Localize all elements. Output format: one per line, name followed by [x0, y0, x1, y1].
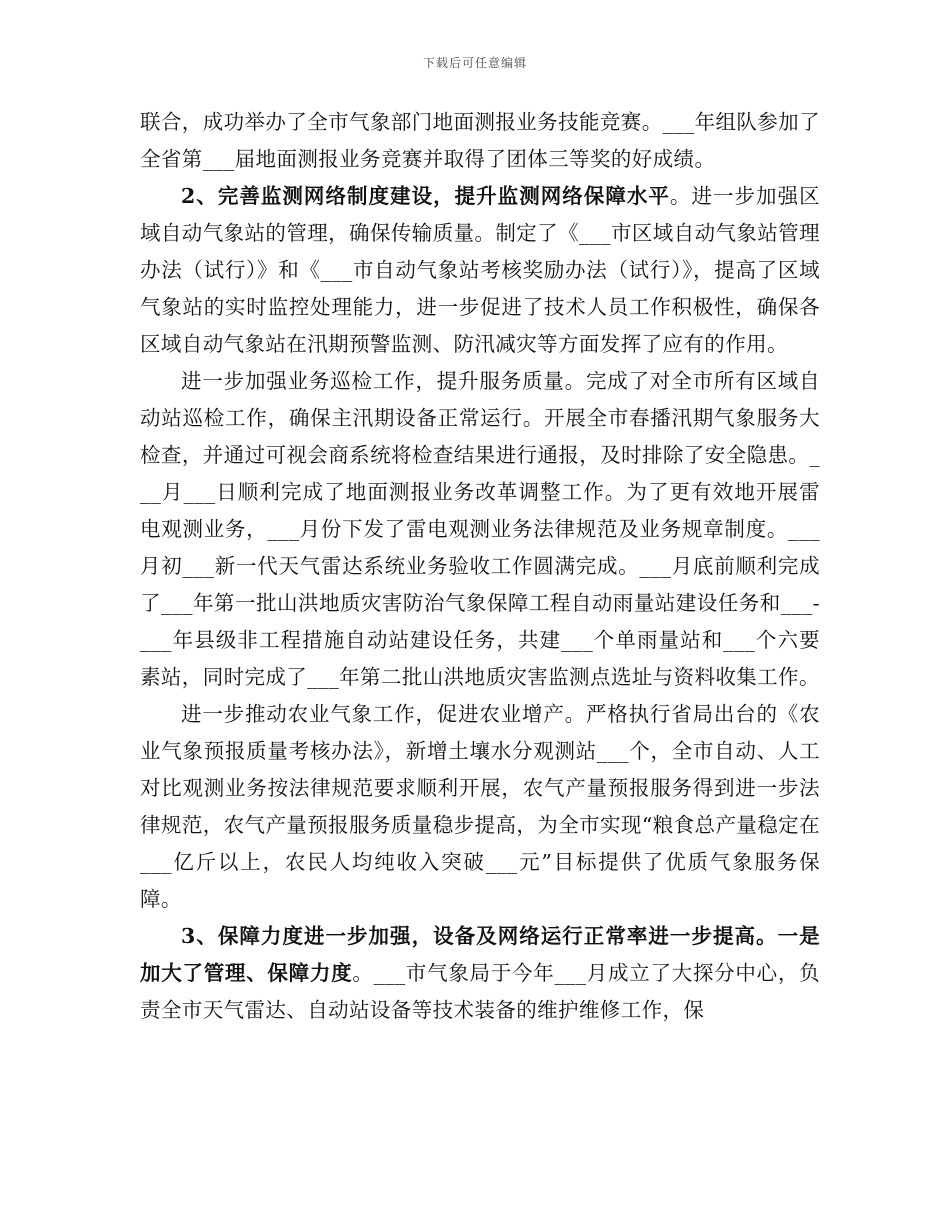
- paragraph-3: [140, 363, 820, 696]
- page-header: 下载后可任意编辑: [422, 56, 527, 70]
- paragraph-4: [140, 696, 820, 918]
- paragraph-2: [140, 178, 820, 363]
- paragraph-5-heading: 3、保障力度进一步加强，设备及网络运行正常率进一步提高。一是加大了管理、保障力度: [140, 924, 820, 985]
- paragraph-5: [140, 918, 820, 1029]
- document-body: [140, 104, 820, 1029]
- paragraph-1-text: 联合，成功举办了全市气象部门地面测报业务技能竞赛。___年组队参加了全省第___届地面测报业务竞赛并取得了团体三等奖的好成绩。: [140, 110, 820, 171]
- paragraph-3-text: 进一步加强业务巡检工作，提升服务质量。完成了对全市所有区域自动站巡检工作，确保主汛期设备正常运行。开展全市春播汛期气象服务大检查，并通过可视会商系统将检查结果进行通报，及时排除了安全隐患。___月___日顺利完成了地面测报业务改革调整工作。为了更有效地开展雷电观测业务，___月份下发了雷电观测业务法律规范及业务规章制度。___月初___新一代天气雷达系统业务验收工作圆满完成。___月底前顺利完成了___年第一批山洪地质灾害防治气象保障工程自动雨量站建设任务和___-___年县级非工程措施自动站建设任务，共建___个单雨量站和___个六要素站，同时完成了___年第二批山洪地质灾害监测点选址与资料收集工作。: [140, 369, 820, 689]
- paragraph-5-text: 。___市气象局于今年___月成立了大探分中心，负责全市天气雷达、自动站设备等技术装备的维护维修工作，保: [140, 961, 821, 1022]
- paragraph-2-heading: 2、完善监测网络制度建设，提升监测网络保障水平: [181, 184, 670, 208]
- paragraph-2-text: 。进一步加强区域自动气象站的管理，确保传输质量。制定了《___市区域自动气象站管理办法（试行）》和《___市自动气象站考核奖励办法（试行）》，提高了区域气象站的实时监控处理能力，进一步促进了技术人员工作积极性，确保各区域自动气象站在汛期预警监测、防汛减灾等方面发挥了应有的作用。: [140, 184, 820, 356]
- paragraph-1: [140, 104, 820, 178]
- paragraph-4-text: 进一步推动农业气象工作，促进农业增产。严格执行省局出台的《农业气象预报质量考核办法》，新增土壤水分观测站___个，全市自动、人工对比观测业务按法律规范要求顺利开展，农气产量预报服务得到进一步法律规范，农气产量预报服务质量稳步提高，为全市实现“粮食总产量稳定在___亿斤以上，农民人均纯收入突破___元”目标提供了优质气象服务保障。: [140, 702, 820, 911]
